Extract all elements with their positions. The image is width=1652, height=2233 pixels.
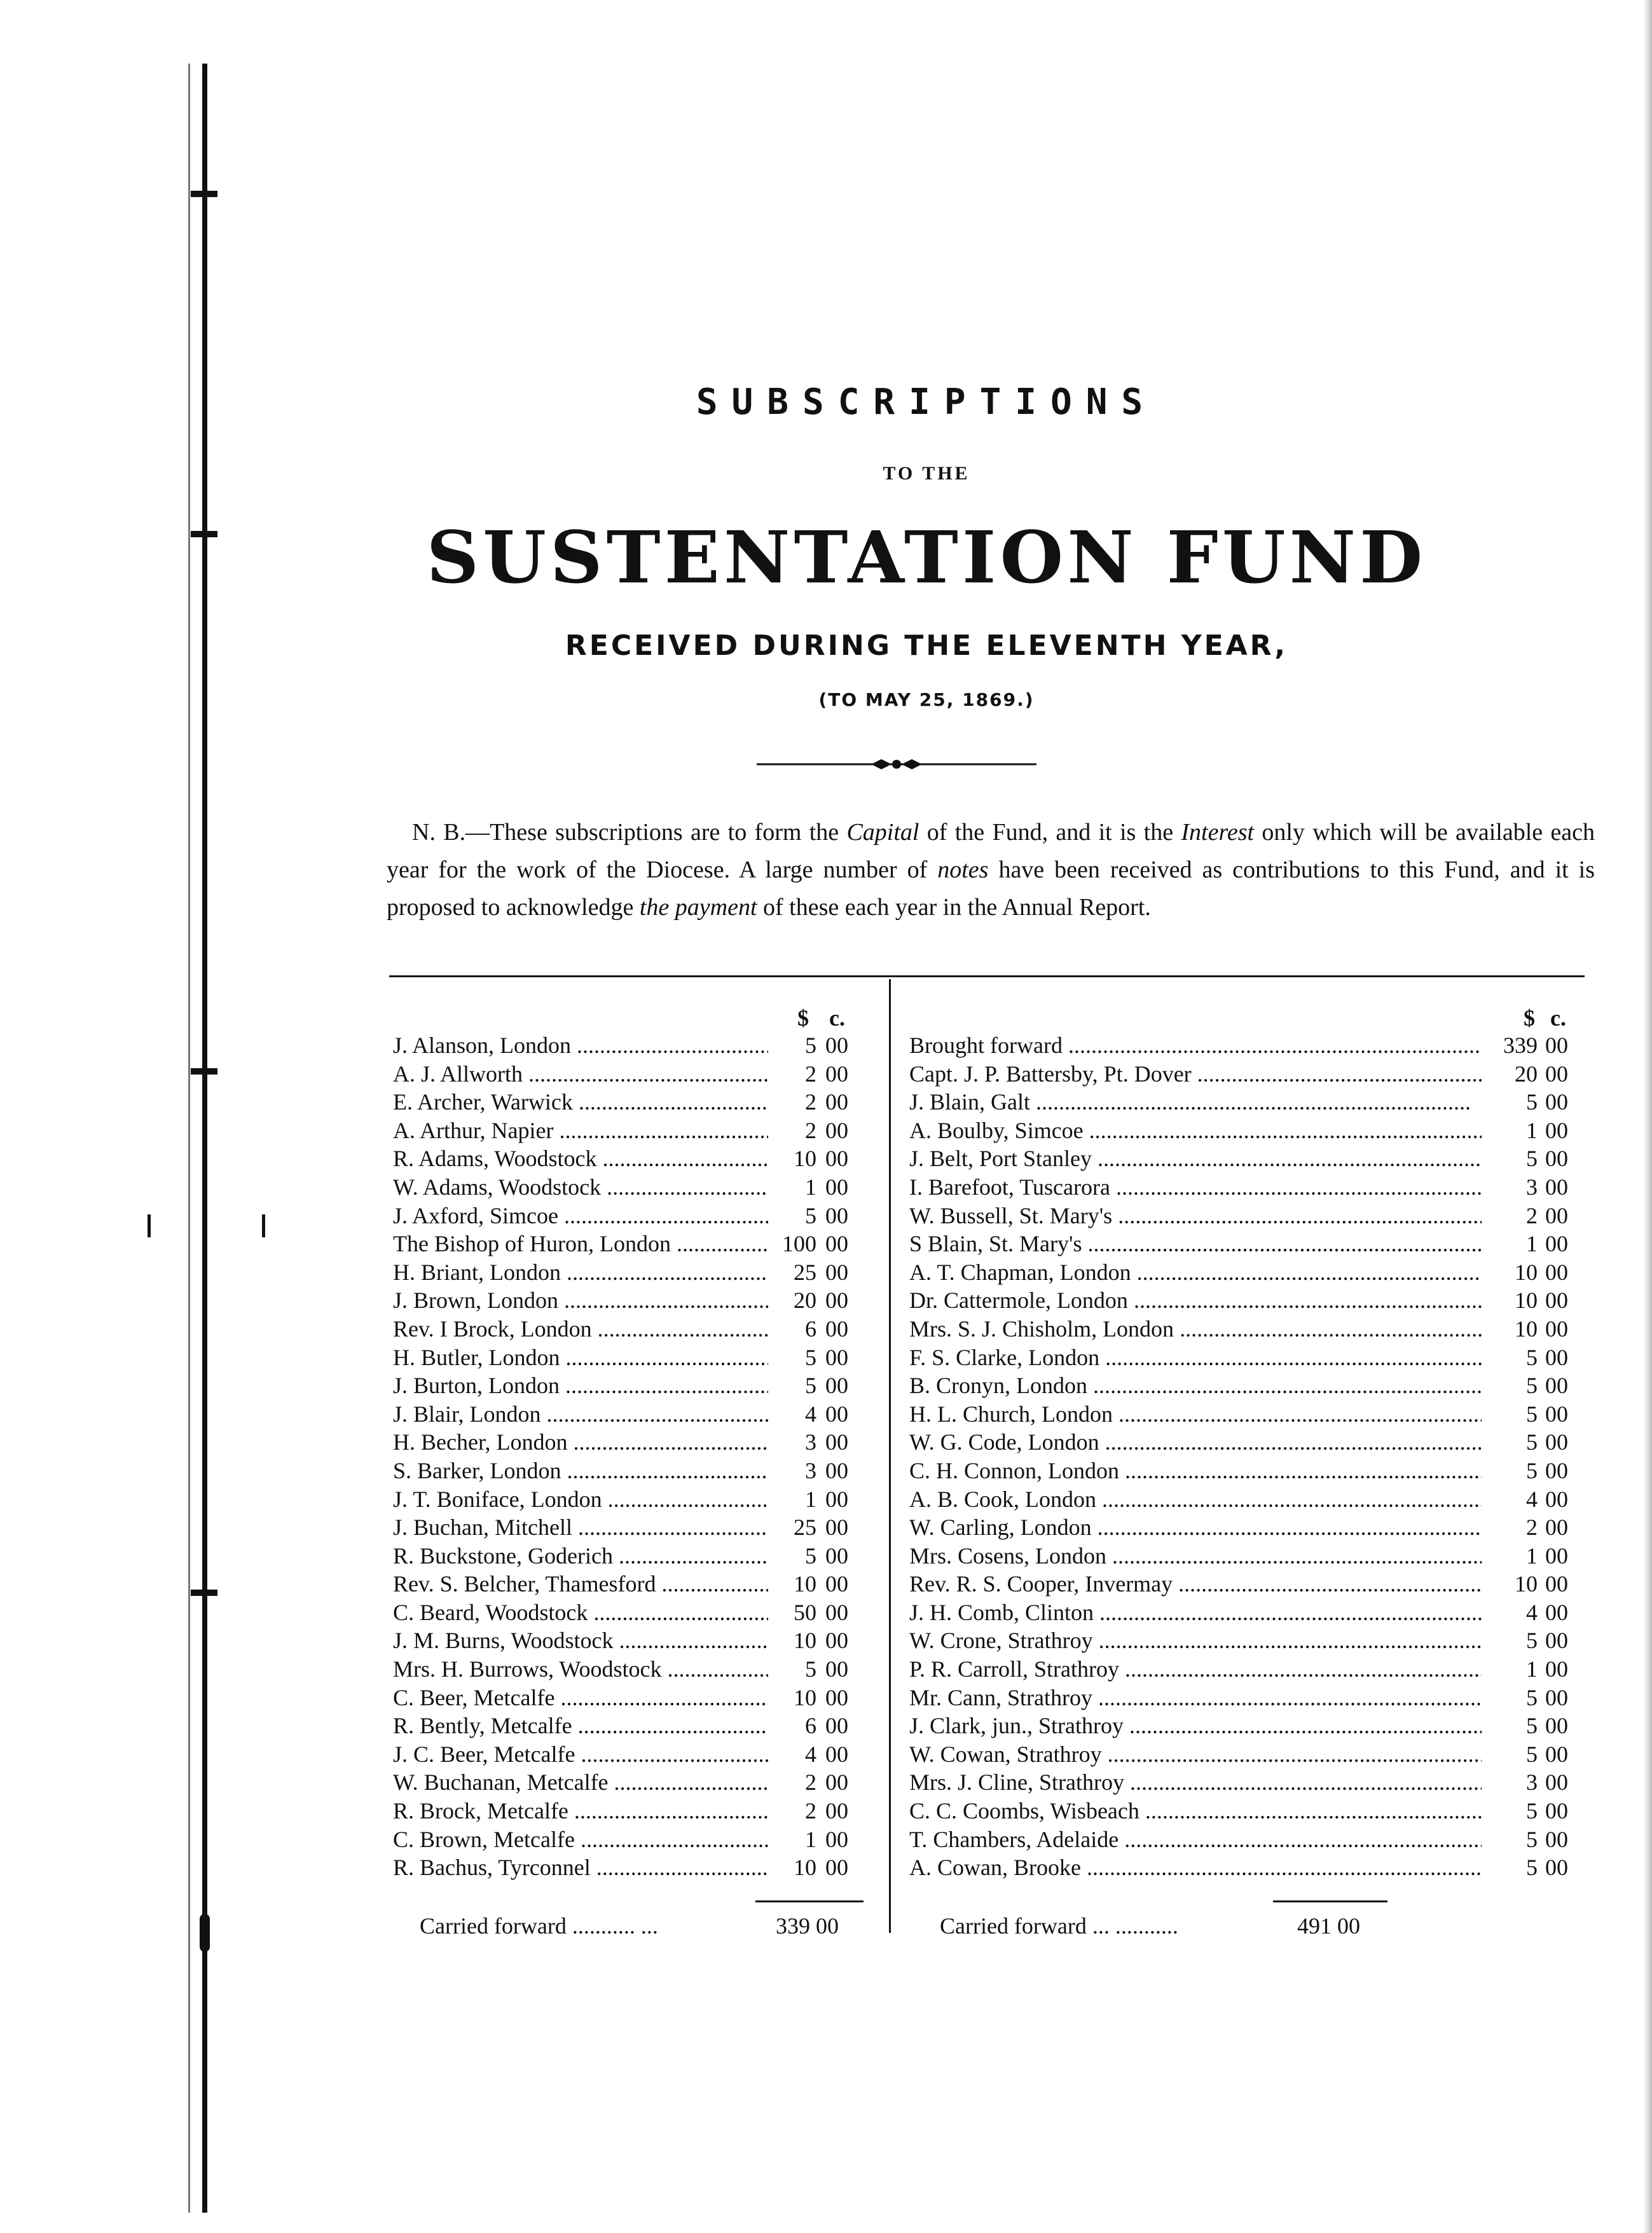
subscriber-name: C. Beard, Woodstock ..... bbox=[393, 1598, 768, 1627]
note-text-5: of these each year in the Annual Report. bbox=[763, 894, 1151, 921]
subscriber-name: J. Blain, Galt ..... bbox=[909, 1088, 1482, 1116]
amount-dollars: 5 bbox=[1526, 1429, 1538, 1455]
heading-subscriptions: SUBSCRIPTIONS bbox=[696, 381, 1157, 423]
amount-cents: 00 bbox=[825, 1373, 848, 1399]
amount-cents: 00 bbox=[825, 1628, 848, 1654]
subscription-row bbox=[393, 1485, 874, 1514]
note-notes: notes bbox=[937, 856, 989, 883]
amount-dollars: 10 bbox=[794, 1146, 816, 1172]
amount-dollars: 10 bbox=[1515, 1288, 1538, 1314]
amount-dollars: 5 bbox=[805, 1033, 816, 1058]
subscriber-name: W. Bussell, St. Mary's ..... bbox=[909, 1202, 1482, 1230]
amount-dollars: 5 bbox=[805, 1344, 816, 1370]
amount-dollars: 6 bbox=[805, 1713, 816, 1739]
subscription-row bbox=[909, 1116, 1596, 1145]
subscription-row bbox=[393, 1598, 874, 1627]
subscription-row bbox=[909, 1230, 1596, 1258]
heading-fund-title: SUSTENTATION FUND bbox=[426, 516, 1427, 600]
amount-cents: 00 bbox=[1545, 1174, 1568, 1200]
subscription-row bbox=[393, 1428, 874, 1457]
subscriber-name: C. H. Connon, London ..... bbox=[909, 1457, 1482, 1485]
subscriber-name: Dr. Cattermole, London ..... bbox=[909, 1286, 1482, 1315]
amount-dollars: 5 bbox=[1526, 1713, 1538, 1739]
subscriber-name: B. Cronyn, London ..... bbox=[909, 1371, 1482, 1400]
subscription-row bbox=[393, 1740, 874, 1769]
amount-cents: 00 bbox=[1545, 1457, 1568, 1483]
amount-dollars: 10 bbox=[1515, 1259, 1538, 1285]
amount-cents: 00 bbox=[1545, 1798, 1568, 1824]
binding-shadow-line bbox=[188, 64, 190, 2213]
subscription-row bbox=[393, 1230, 874, 1258]
amount-dollars: 339 bbox=[1503, 1033, 1538, 1058]
amount-dollars: 20 bbox=[1515, 1061, 1538, 1087]
subscriber-name: A. J. Allworth ..... bbox=[393, 1060, 768, 1089]
amount-cents: 00 bbox=[1545, 1684, 1568, 1710]
amount-cents: 00 bbox=[825, 1146, 848, 1172]
amount-dollars: 6 bbox=[805, 1316, 816, 1342]
amount-cents: 00 bbox=[825, 1429, 848, 1455]
document-page bbox=[210, 0, 1643, 2233]
dollar-header: $ bbox=[1524, 1005, 1535, 1031]
subscriber-name: A. B. Cook, London ..... bbox=[909, 1485, 1482, 1514]
subscriber-name: J. Alanson, London ..... bbox=[393, 1031, 768, 1060]
amount-dollars: 5 bbox=[805, 1202, 816, 1228]
amount-cents: 00 bbox=[825, 1089, 848, 1115]
amount-cents: 00 bbox=[825, 1344, 848, 1370]
subscriber-name: J. H. Comb, Clinton ..... bbox=[909, 1598, 1482, 1627]
amount-cents: 00 bbox=[825, 1174, 848, 1200]
subscription-row bbox=[909, 1825, 1596, 1854]
subscription-row bbox=[909, 1144, 1596, 1173]
subscription-row bbox=[909, 1513, 1596, 1542]
subscriber-name: J. T. Boniface, London ..... bbox=[393, 1485, 768, 1514]
subscriber-name: H. Briant, London ..... bbox=[393, 1258, 768, 1287]
subscriber-name: F. S. Clarke, London ..... bbox=[909, 1343, 1482, 1372]
subscription-row bbox=[909, 1712, 1596, 1740]
subscription-row bbox=[393, 1173, 874, 1202]
right-column-header bbox=[909, 1005, 1596, 1031]
amount-cents: 00 bbox=[825, 1288, 848, 1314]
amount-dollars: 10 bbox=[794, 1628, 816, 1654]
amount-dollars: 10 bbox=[794, 1684, 816, 1710]
amount-dollars: 2 bbox=[1526, 1515, 1538, 1541]
subscription-row bbox=[393, 1853, 874, 1882]
amount-dollars: 25 bbox=[794, 1259, 816, 1285]
subscriber-name: J. Blair, London ..... bbox=[393, 1400, 768, 1429]
subscriber-name: R. Adams, Woodstock ..... bbox=[393, 1144, 768, 1173]
subscriber-name: W. Carling, London ..... bbox=[909, 1513, 1482, 1542]
subscription-row bbox=[393, 1513, 874, 1542]
subscriber-name: W. G. Code, London ..... bbox=[909, 1428, 1482, 1457]
ornament-divider bbox=[757, 757, 1036, 772]
subscriber-name: C. Beer, Metcalfe ..... bbox=[393, 1684, 768, 1712]
subscription-row bbox=[909, 1626, 1596, 1655]
note-text-2: of the Fund, and it is the bbox=[926, 819, 1174, 846]
amount-dollars: 2 bbox=[805, 1061, 816, 1087]
left-footer: Carried forward ........... ... bbox=[420, 1913, 658, 1939]
subscriber-name: Mrs. J. Cline, Strathroy ..... bbox=[909, 1768, 1482, 1797]
subscriber-name: H. Butler, London ..... bbox=[393, 1343, 768, 1372]
amount-cents: 00 bbox=[1545, 1316, 1568, 1342]
subscription-row bbox=[909, 1428, 1596, 1457]
amount-dollars: 1 bbox=[1526, 1656, 1538, 1682]
subscription-row bbox=[909, 1740, 1596, 1769]
amount-cents: 00 bbox=[1545, 1769, 1568, 1796]
subscription-row bbox=[393, 1144, 874, 1173]
subscription-row bbox=[393, 1088, 874, 1116]
amount-dollars: 1 bbox=[805, 1174, 816, 1200]
subscription-row bbox=[393, 1400, 874, 1429]
subscription-row bbox=[909, 1655, 1596, 1684]
amount-dollars: 5 bbox=[1526, 1089, 1538, 1115]
amount-dollars: 20 bbox=[794, 1288, 816, 1314]
subscriber-name: A. T. Chapman, London ..... bbox=[909, 1258, 1482, 1287]
subscriber-name: S Blain, St. Mary's ..... bbox=[909, 1230, 1482, 1258]
amount-cents: 00 bbox=[825, 1486, 848, 1512]
amount-dollars: 1 bbox=[805, 1486, 816, 1512]
subscriber-name: C. C. Coombs, Wisbeach ..... bbox=[909, 1797, 1482, 1825]
subscriber-name: A. Arthur, Napier ..... bbox=[393, 1116, 768, 1145]
amount-cents: 00 bbox=[1545, 1571, 1568, 1597]
amount-cents: 00 bbox=[825, 1855, 848, 1881]
subscription-row bbox=[909, 1768, 1596, 1797]
subscription-row bbox=[393, 1202, 874, 1230]
amount-cents: 00 bbox=[1545, 1061, 1568, 1087]
subscriber-name: Mrs. Cosens, London ..... bbox=[909, 1542, 1482, 1570]
amount-cents: 00 bbox=[1545, 1231, 1568, 1257]
binding-edge-line bbox=[202, 64, 207, 2213]
subscription-row bbox=[909, 1088, 1596, 1116]
amount-cents: 00 bbox=[1545, 1599, 1568, 1625]
subscriber-name: H. Becher, London ..... bbox=[393, 1428, 768, 1457]
amount-cents: 00 bbox=[825, 1769, 848, 1796]
note-payment: the payment bbox=[639, 894, 757, 921]
right-sum-rule bbox=[1273, 1900, 1387, 1902]
subscriber-name: Rev. S. Belcher, Thamesford ..... bbox=[393, 1570, 768, 1598]
subscription-row bbox=[393, 1060, 874, 1089]
amount-dollars: 2 bbox=[805, 1769, 816, 1796]
amount-dollars: 3 bbox=[1526, 1174, 1538, 1200]
subscriber-name: J. M. Burns, Woodstock ..... bbox=[393, 1626, 768, 1655]
amount-dollars: 4 bbox=[1526, 1599, 1538, 1625]
subscriber-name: W. Cowan, Strathroy ..... bbox=[909, 1740, 1482, 1769]
amount-dollars: 5 bbox=[1526, 1373, 1538, 1399]
subscriber-name: Mrs. S. J. Chisholm, London ..... bbox=[909, 1315, 1482, 1343]
amount-dollars: 4 bbox=[1526, 1486, 1538, 1512]
amount-cents: 00 bbox=[825, 1259, 848, 1285]
subscriber-name: T. Chambers, Adelaide ..... bbox=[909, 1825, 1482, 1854]
amount-dollars: 4 bbox=[805, 1401, 816, 1427]
left-footer-label: Carried forward bbox=[420, 1913, 567, 1939]
amount-cents: 00 bbox=[825, 1316, 848, 1342]
cent-header: c. bbox=[1550, 1005, 1566, 1031]
subscription-row bbox=[393, 1457, 874, 1485]
subscription-row bbox=[393, 1655, 874, 1684]
amount-dollars: 3 bbox=[1526, 1769, 1538, 1796]
subscription-row bbox=[393, 1031, 874, 1060]
subscriber-name: Brought forward ..... bbox=[909, 1031, 1482, 1060]
subscriber-name: Rev. R. S. Cooper, Invermay ..... bbox=[909, 1570, 1482, 1598]
amount-cents: 00 bbox=[1545, 1344, 1568, 1370]
amount-dollars: 5 bbox=[1526, 1146, 1538, 1172]
subscription-row bbox=[909, 1286, 1596, 1315]
subscriber-name: W. Adams, Woodstock ..... bbox=[393, 1173, 768, 1202]
subscription-row bbox=[909, 1485, 1596, 1514]
amount-dollars: 5 bbox=[1526, 1826, 1538, 1852]
subscriptions-left-column bbox=[393, 1005, 874, 1882]
subscription-row bbox=[393, 1712, 874, 1740]
amount-dollars: 25 bbox=[794, 1515, 816, 1541]
amount-cents: 00 bbox=[825, 1713, 848, 1739]
amount-dollars: 2 bbox=[1526, 1202, 1538, 1228]
subscription-row bbox=[393, 1258, 874, 1287]
amount-cents: 00 bbox=[1545, 1713, 1568, 1739]
amount-cents: 00 bbox=[1545, 1542, 1568, 1569]
amount-cents: 00 bbox=[825, 1542, 848, 1569]
subscription-row bbox=[909, 1598, 1596, 1627]
subscriber-name: J. Clark, jun., Strathroy ..... bbox=[909, 1712, 1482, 1740]
amount-cents: 00 bbox=[1545, 1401, 1568, 1427]
subscription-row bbox=[393, 1626, 874, 1655]
subscription-row bbox=[393, 1570, 874, 1598]
subscriber-name: The Bishop of Huron, London ..... bbox=[393, 1230, 768, 1258]
amount-cents: 00 bbox=[1545, 1628, 1568, 1654]
right-footer-cents: 00 bbox=[1337, 1913, 1360, 1939]
subscription-row bbox=[393, 1797, 874, 1825]
note-text-4: have been received as contributions to this Fund, and it is proposed to acknowledge bbox=[387, 856, 1595, 921]
subscription-row bbox=[393, 1825, 874, 1854]
cent-header: c. bbox=[829, 1005, 845, 1031]
amount-cents: 00 bbox=[825, 1798, 848, 1824]
nb-note bbox=[387, 814, 1595, 926]
amount-dollars: 5 bbox=[1526, 1855, 1538, 1881]
subscription-row bbox=[909, 1031, 1596, 1060]
amount-cents: 00 bbox=[1545, 1826, 1568, 1852]
amount-cents: 00 bbox=[825, 1202, 848, 1228]
subscriber-name: J. Buchan, Mitchell ..... bbox=[393, 1513, 768, 1542]
right-footer: Carried forward ... ........... bbox=[940, 1913, 1178, 1939]
left-footer-dollars: 339 bbox=[776, 1913, 810, 1939]
subscriber-name: Mr. Cann, Strathroy ..... bbox=[909, 1684, 1482, 1712]
subscription-row bbox=[393, 1315, 874, 1343]
subscriber-name: A. Cowan, Brooke ..... bbox=[909, 1853, 1482, 1882]
amount-dollars: 5 bbox=[805, 1542, 816, 1569]
amount-cents: 00 bbox=[825, 1684, 848, 1710]
subscription-row bbox=[909, 1173, 1596, 1202]
amount-cents: 00 bbox=[825, 1741, 848, 1767]
amount-dollars: 10 bbox=[794, 1855, 816, 1881]
amount-cents: 00 bbox=[1545, 1486, 1568, 1512]
subscription-row bbox=[393, 1768, 874, 1797]
subscription-row bbox=[393, 1286, 874, 1315]
amount-cents: 00 bbox=[1545, 1033, 1568, 1058]
amount-cents: 00 bbox=[825, 1457, 848, 1483]
subscriber-name: J. C. Beer, Metcalfe ..... bbox=[393, 1740, 768, 1769]
amount-dollars: 1 bbox=[1526, 1542, 1538, 1569]
subscription-row bbox=[909, 1684, 1596, 1712]
amount-dollars: 1 bbox=[805, 1826, 816, 1852]
subscriber-name: H. L. Church, London ..... bbox=[909, 1400, 1482, 1429]
amount-dollars: 10 bbox=[1515, 1316, 1538, 1342]
subscription-row bbox=[909, 1570, 1596, 1598]
amount-dollars: 5 bbox=[1526, 1741, 1538, 1767]
subscriber-name: Mrs. H. Burrows, Woodstock ..... bbox=[393, 1655, 768, 1684]
left-footer-amount bbox=[776, 1913, 839, 1939]
note-capital: Capital bbox=[846, 819, 919, 846]
subscriber-name: P. R. Carroll, Strathroy ..... bbox=[909, 1655, 1482, 1684]
right-footer-dollars: 491 bbox=[1297, 1913, 1332, 1939]
subscriber-name: R. Bachus, Tyrconnel ..... bbox=[393, 1853, 768, 1882]
subscriber-name: J. Belt, Port Stanley ..... bbox=[909, 1144, 1482, 1173]
amount-dollars: 5 bbox=[805, 1656, 816, 1682]
amount-cents: 00 bbox=[825, 1826, 848, 1852]
amount-dollars: 2 bbox=[805, 1798, 816, 1824]
amount-cents: 00 bbox=[825, 1515, 848, 1541]
amount-dollars: 5 bbox=[1526, 1628, 1538, 1654]
amount-cents: 00 bbox=[1545, 1146, 1568, 1172]
column-separator bbox=[889, 979, 891, 1933]
heading-date: (TO MAY 25, 1869.) bbox=[818, 689, 1035, 710]
subscription-row bbox=[909, 1343, 1596, 1372]
subscription-row bbox=[909, 1371, 1596, 1400]
amount-dollars: 5 bbox=[805, 1373, 816, 1399]
left-rows bbox=[393, 1031, 874, 1882]
amount-dollars: 1 bbox=[1526, 1117, 1538, 1143]
binding-mark bbox=[148, 1214, 151, 1237]
amount-cents: 00 bbox=[1545, 1429, 1568, 1455]
subscription-row bbox=[393, 1684, 874, 1712]
subscriber-name: R. Bently, Metcalfe ..... bbox=[393, 1712, 768, 1740]
amount-dollars: 5 bbox=[1526, 1684, 1538, 1710]
amount-cents: 00 bbox=[1545, 1656, 1568, 1682]
amount-cents: 00 bbox=[825, 1061, 848, 1087]
amount-cents: 00 bbox=[1545, 1855, 1568, 1881]
subscription-row bbox=[909, 1457, 1596, 1485]
amount-cents: 00 bbox=[825, 1599, 848, 1625]
amount-dollars: 1 bbox=[1526, 1231, 1538, 1257]
subscription-row bbox=[909, 1797, 1596, 1825]
amount-cents: 00 bbox=[1545, 1202, 1568, 1228]
amount-cents: 00 bbox=[825, 1231, 848, 1257]
subscriber-name: Capt. J. P. Battersby, Pt. Dover ..... bbox=[909, 1060, 1482, 1089]
subscription-row bbox=[909, 1202, 1596, 1230]
amount-dollars: 50 bbox=[794, 1599, 816, 1625]
subscriber-name: J. Axford, Simcoe ..... bbox=[393, 1202, 768, 1230]
subscription-row bbox=[909, 1315, 1596, 1343]
amount-dollars: 3 bbox=[805, 1457, 816, 1483]
note-interest: Interest bbox=[1181, 819, 1255, 846]
heading-received: RECEIVED DURING THE ELEVENTH YEAR, bbox=[565, 629, 1288, 662]
subscription-row bbox=[393, 1116, 874, 1145]
subscriber-name: W. Crone, Strathroy ..... bbox=[909, 1626, 1482, 1655]
subscriber-name: E. Archer, Warwick ..... bbox=[393, 1088, 768, 1116]
subscriber-name: J. Burton, London ..... bbox=[393, 1371, 768, 1400]
subscriber-name: W. Buchanan, Metcalfe ..... bbox=[393, 1768, 768, 1797]
amount-cents: 00 bbox=[825, 1656, 848, 1682]
table-top-rule bbox=[389, 975, 1585, 977]
amount-dollars: 3 bbox=[805, 1429, 816, 1455]
amount-cents: 00 bbox=[1545, 1089, 1568, 1115]
subscriber-name: J. Brown, London ..... bbox=[393, 1286, 768, 1315]
amount-cents: 00 bbox=[1545, 1288, 1568, 1314]
subscriber-name: I. Barefoot, Tuscarora ..... bbox=[909, 1173, 1482, 1202]
right-footer-label: Carried forward bbox=[940, 1913, 1087, 1939]
amount-cents: 00 bbox=[1545, 1259, 1568, 1285]
subscription-row bbox=[909, 1060, 1596, 1089]
right-footer-amount bbox=[1297, 1913, 1360, 1939]
note-text-3: only which will be available each year for the work of the Diocese. A large number of bbox=[387, 819, 1595, 883]
right-rows bbox=[909, 1031, 1596, 1882]
subscription-row bbox=[909, 1853, 1596, 1882]
subscription-row bbox=[909, 1258, 1596, 1287]
subscriber-name: R. Buckstone, Goderich ..... bbox=[393, 1542, 768, 1570]
binding-mark bbox=[200, 1914, 210, 1952]
amount-dollars: 5 bbox=[1526, 1401, 1538, 1427]
binding-strip bbox=[0, 0, 210, 2233]
left-sum-rule bbox=[755, 1900, 864, 1902]
amount-dollars: 5 bbox=[1526, 1798, 1538, 1824]
amount-dollars: 100 bbox=[782, 1231, 816, 1257]
amount-dollars: 4 bbox=[805, 1741, 816, 1767]
amount-dollars: 2 bbox=[805, 1117, 816, 1143]
amount-cents: 00 bbox=[1545, 1741, 1568, 1767]
amount-dollars: 5 bbox=[1526, 1344, 1538, 1370]
amount-dollars: 10 bbox=[1515, 1571, 1538, 1597]
subscriber-name: A. Boulby, Simcoe ..... bbox=[909, 1116, 1482, 1145]
page-edge-shadow bbox=[1643, 0, 1652, 2233]
subscription-row bbox=[393, 1542, 874, 1570]
heading-to-the: TO THE bbox=[883, 463, 970, 484]
amount-cents: 00 bbox=[1545, 1117, 1568, 1143]
amount-cents: 00 bbox=[825, 1401, 848, 1427]
left-footer-cents: 00 bbox=[816, 1913, 839, 1939]
amount-cents: 00 bbox=[825, 1117, 848, 1143]
dollar-header: $ bbox=[797, 1005, 809, 1031]
subscriptions-right-column bbox=[909, 1005, 1596, 1882]
amount-dollars: 5 bbox=[1526, 1457, 1538, 1483]
subscription-row bbox=[909, 1400, 1596, 1429]
subscription-row bbox=[909, 1542, 1596, 1570]
amount-cents: 00 bbox=[1545, 1373, 1568, 1399]
subscription-row bbox=[393, 1343, 874, 1372]
note-text-1: N. B.—These subscriptions are to form the bbox=[412, 819, 839, 846]
subscriber-name: C. Brown, Metcalfe ..... bbox=[393, 1825, 768, 1854]
amount-cents: 00 bbox=[1545, 1515, 1568, 1541]
left-column-header bbox=[393, 1005, 874, 1031]
amount-dollars: 2 bbox=[805, 1089, 816, 1115]
subscriber-name: Rev. I Brock, London ..... bbox=[393, 1315, 768, 1343]
subscriber-name: S. Barker, London ..... bbox=[393, 1457, 768, 1485]
amount-dollars: 10 bbox=[794, 1571, 816, 1597]
amount-cents: 00 bbox=[825, 1571, 848, 1597]
subscriber-name: R. Brock, Metcalfe ..... bbox=[393, 1797, 768, 1825]
amount-cents: 00 bbox=[825, 1033, 848, 1058]
subscription-row bbox=[393, 1371, 874, 1400]
